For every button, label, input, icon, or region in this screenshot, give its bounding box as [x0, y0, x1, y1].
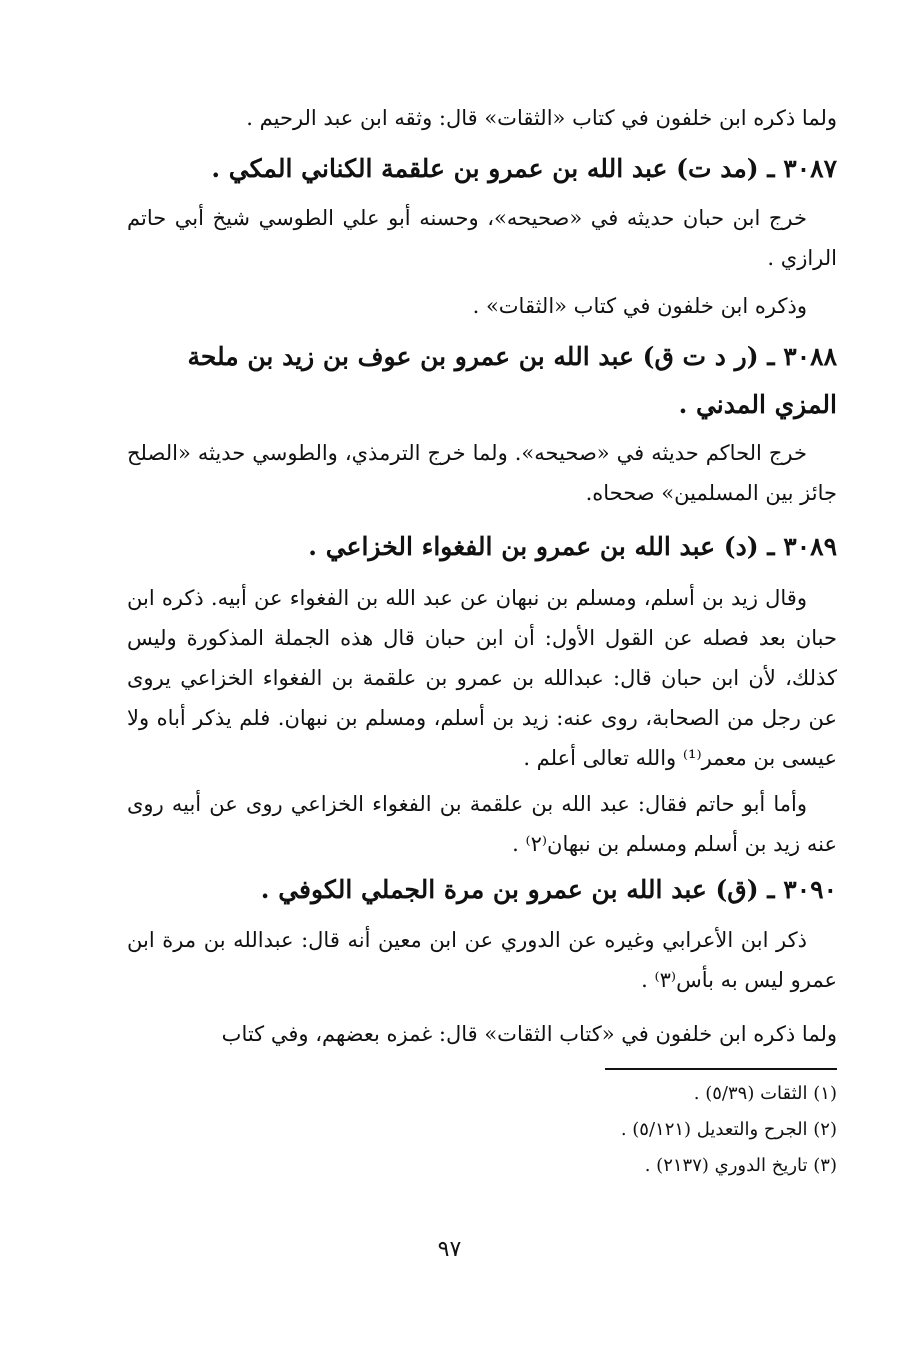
paragraph-3089-abu-hatim: وأما أبو حاتم فقال: عبد الله بن علقمة بن الفغواء الخزاعي روى عن أبيه روى عنه زيد بن أسلم ومسلم بن نبهان⁽٢⁾ .	[127, 792, 837, 856]
entry-heading-3088: ٣٠٨٨ ـ (ر د ت ق) عبد الله بن عمرو بن عوف بن زيد بن ملحة المزي المدني .	[187, 342, 837, 419]
paragraph-intro: ولما ذكره ابن خلفون في كتاب «الثقات» قال: وثقه ابن عبد الرحيم .	[246, 106, 837, 130]
footnotes	[127, 1076, 837, 1184]
entry-heading-3090: ٣٠٩٠ ـ (ق) عبد الله بن عمرو بن مرة الجملي الكوفي .	[260, 875, 837, 904]
footnote-divider	[605, 1068, 837, 1070]
paragraph-3089-body: وقال زيد بن أسلم، ومسلم بن نبهان عن عبد الله بن الفغواء عن أبيه. ذكره ابن حبان بعد فصله عن القول الأول: أن ابن حبان قال هذه الجملة المذكورة وليس كذلك، لأن ابن حبان قال: عبدالله بن عمرو بن علقمة بن الفغواء الخزاعي يروى عن رجل من الصحابة، روى عنه: زيد بن أسلم، ومسلم بن نبهان. فلم يذكر أباه ولا عيسى بن معمر⁽¹⁾ والله تعالى أعلم .	[127, 586, 838, 770]
paragraph-3087-body: خرج ابن حبان حديثه في «صحيحه»، وحسنه أبو علي الطوسي شيخ أبي حاتم الرازي .	[127, 206, 837, 270]
footnote-1: (١) الثقات (٥/٣٩) .	[693, 1083, 837, 1104]
paragraph-3088-body: خرج الحاكم حديثه في «صحيحه». ولما خرج الترمذي، والطوسي حديثه «الصلح جائز بين المسلمين» صححاه.	[127, 441, 837, 505]
entry-heading-3089: ٣٠٨٩ ـ (د) عبد الله بن عمرو بن الفغواء الخزاعي .	[308, 532, 837, 561]
footnote-2: (٢) الجرح والتعديل (٥/١٢١) .	[620, 1119, 837, 1140]
paragraph-3090-thiqat: ولما ذكره ابن خلفون في «كتاب الثقات» قال: غمزه بعضهم، وفي كتاب	[221, 1022, 837, 1046]
page-number: ٩٧	[437, 1237, 462, 1262]
entry-heading-3087: ٣٠٨٧ ـ (مد ت) عبد الله بن عمرو بن علقمة الكناني المكي .	[211, 154, 837, 183]
paragraph-3087-thiqat: وذكره ابن خلفون في كتاب «الثقات» .	[472, 294, 807, 318]
footnote-3: (٣) تاريخ الدوري (٢١٣٧) .	[644, 1155, 837, 1176]
paragraph-3090-body: ذكر ابن الأعرابي وغيره عن الدوري عن ابن معين أنه قال: عبدالله بن مرة ابن عمرو ليس به بأس⁽٣⁾ .	[127, 928, 837, 992]
